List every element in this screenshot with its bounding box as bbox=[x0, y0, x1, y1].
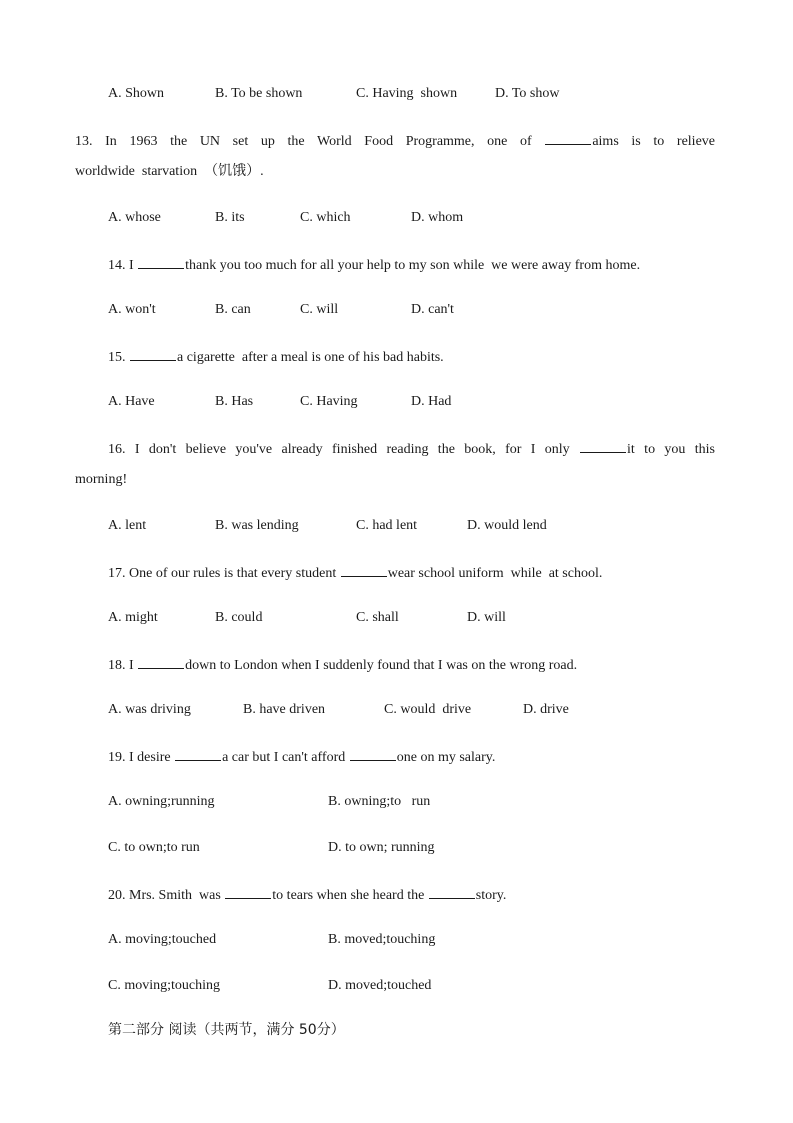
q20-option-c: C. moving;touching bbox=[108, 978, 220, 993]
q18-stem-after: down to London when I suddenly found that I was on the wrong road. bbox=[185, 658, 578, 673]
q13-stem-after: aims is to relieve bbox=[592, 134, 715, 149]
q18-option-d: D. drive bbox=[523, 702, 569, 717]
q19-option-d: D. to own; running bbox=[328, 840, 435, 855]
q13-option-c: C. which bbox=[300, 210, 351, 225]
q14-stem-after: thank you too much for all your help to my son while we were away from home. bbox=[185, 258, 641, 273]
q13-option-d: D. whom bbox=[411, 210, 464, 225]
q14-stem bbox=[108, 255, 640, 275]
q18-blank bbox=[138, 655, 184, 669]
q17-stem-before: 17. One of our rules is that every student bbox=[108, 566, 337, 581]
q20-blank-2 bbox=[429, 885, 475, 899]
q15-option-d: D. Had bbox=[411, 394, 452, 409]
q16-stem bbox=[108, 439, 715, 459]
q14-blank bbox=[138, 255, 184, 269]
q15-stem bbox=[108, 347, 444, 367]
q13-number: 13. bbox=[75, 134, 93, 149]
q17-option-b: B. could bbox=[215, 610, 263, 625]
q14-option-a: A. won't bbox=[108, 302, 156, 317]
q15-option-c: C. Having bbox=[300, 394, 358, 409]
q20-stem-before: 20. Mrs. Smith was bbox=[108, 888, 221, 903]
section2-title: 第二部分 阅读（共两节，满分 50分） bbox=[108, 1022, 345, 1038]
q20-stem bbox=[108, 885, 506, 905]
q17-option-c: C. shall bbox=[356, 610, 399, 625]
q15-stem-after: a cigarette after a meal is one of his bad habits. bbox=[177, 350, 444, 365]
q13-option-a: A. whose bbox=[108, 210, 161, 225]
q18-stem bbox=[108, 655, 577, 675]
q19-option-b: B. owning;to run bbox=[328, 794, 431, 809]
q17-blank bbox=[341, 563, 387, 577]
q14-option-b: B. can bbox=[215, 302, 251, 317]
q14-option-c: C. will bbox=[300, 302, 339, 317]
q20-option-b: B. moved;touching bbox=[328, 932, 436, 947]
q12-option-a: A. Shown bbox=[108, 86, 165, 101]
q12-option-b: B. To be shown bbox=[215, 86, 303, 101]
q20-stem-middle: to tears when she heard the bbox=[272, 888, 425, 903]
q16-blank bbox=[580, 439, 626, 453]
q13-blank bbox=[545, 131, 591, 145]
q13-stem bbox=[75, 131, 715, 151]
q19-blank-2 bbox=[350, 747, 396, 761]
q19-option-a: A. owning;running bbox=[108, 794, 215, 809]
q13-stem-line2: worldwide starvation （饥饿）. bbox=[75, 164, 264, 179]
q15-option-b: B. Has bbox=[215, 394, 254, 409]
q16-stem-before: 16. I don't believe you've already finished reading the book, for I only bbox=[108, 442, 570, 457]
q20-blank-1 bbox=[225, 885, 271, 899]
q14-stem-before: 14. I bbox=[108, 258, 134, 273]
q17-stem-after: wear school uniform while at school. bbox=[387, 566, 603, 581]
q16-stem-line2: morning! bbox=[75, 472, 128, 487]
q16-option-b: B. was lending bbox=[215, 518, 299, 533]
q12-option-c: C. Having shown bbox=[356, 86, 458, 101]
q19-option-c: C. to own;to run bbox=[108, 840, 200, 855]
q18-option-b: B. have driven bbox=[243, 702, 326, 717]
q18-option-a: A. was driving bbox=[108, 702, 191, 717]
q13-option-b: B. its bbox=[215, 210, 245, 225]
q16-option-d: D. would lend bbox=[467, 518, 547, 533]
q20-option-a: A. moving;touched bbox=[108, 932, 217, 947]
q20-option-d: D. moved;touched bbox=[328, 978, 432, 993]
q19-stem-middle: a car but I can't afford bbox=[222, 750, 346, 765]
q20-stem-after: story. bbox=[475, 888, 507, 903]
q12-option-d: D. To show bbox=[495, 86, 560, 101]
q13-stem-before: In 1963 the UN set up the World Food Programme, one of bbox=[105, 134, 532, 149]
q16-option-c: C. had lent bbox=[356, 518, 418, 533]
q18-option-c: C. would drive bbox=[384, 702, 472, 717]
q16-option-a: A. lent bbox=[108, 518, 147, 533]
q15-stem-before: 15. bbox=[108, 350, 126, 365]
q14-option-d: D. can't bbox=[411, 302, 454, 317]
q17-option-a: A. might bbox=[108, 610, 158, 625]
q16-stem-after: it to you this bbox=[627, 442, 715, 457]
q19-stem-before: 19. I desire bbox=[108, 750, 171, 765]
q15-option-a: A. Have bbox=[108, 394, 155, 409]
q19-stem bbox=[108, 747, 495, 767]
q17-option-d: D. will bbox=[467, 610, 506, 625]
q19-blank-1 bbox=[175, 747, 221, 761]
q18-stem-before: 18. I bbox=[108, 658, 134, 673]
q19-stem-after: one on my salary. bbox=[396, 750, 496, 765]
q15-blank bbox=[130, 347, 176, 361]
q17-stem bbox=[108, 563, 602, 583]
